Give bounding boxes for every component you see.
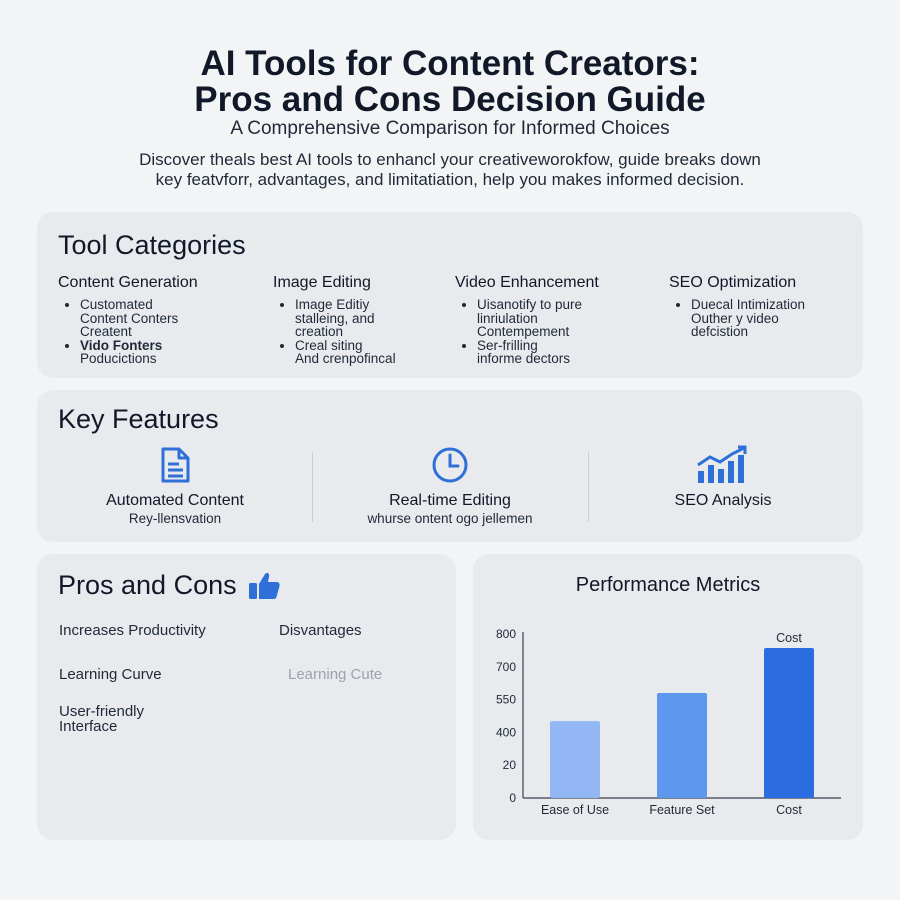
thumbs-up-icon: [247, 571, 281, 601]
category-bullet: • Ser-frilling: [477, 339, 599, 353]
bar-feature-set: [657, 693, 707, 798]
category-bullet: creation: [295, 324, 344, 339]
category-bullet: stalleing, and: [295, 310, 375, 326]
x-tick-label: Cost: [776, 803, 802, 817]
y-tick-label: 400: [495, 725, 516, 740]
pro-item: [59, 704, 144, 734]
category-bullet: • Creal siting: [295, 339, 396, 353]
category-bullet: defcistion: [691, 324, 749, 339]
y-tick-label: 0: [509, 791, 516, 805]
category-bullet: • Duecal Intimization: [691, 298, 805, 312]
chart-title: Performance Metrics: [575, 574, 761, 596]
feature-name: SEO Analysis: [674, 492, 772, 509]
category-bullets: [58, 298, 198, 366]
category-bullet: • Uisanotify to pure: [477, 298, 599, 312]
category-bullets: [669, 298, 805, 339]
feature-seo-analysis: [603, 446, 843, 510]
key-features-panel: [37, 390, 863, 542]
bar-data-label: Cost: [776, 631, 802, 646]
category-column: [455, 274, 599, 366]
category-bullet: • Customated: [80, 298, 198, 312]
category-bullet: informe dectors: [477, 351, 571, 366]
page-subtitle: A Comprehensive Comparison for Informed Choices: [230, 118, 670, 139]
pros-cons-title-text: Pros and Cons: [58, 570, 237, 600]
tool-categories-panel: [37, 212, 863, 378]
category-bullet: Creatent: [80, 324, 132, 339]
key-features-title: Key Features: [58, 404, 219, 434]
pro-item: Increases Productivity: [59, 622, 206, 639]
feature-name: Real-time Editing: [389, 492, 511, 509]
intro-line-2: key featvforr, advantages, and limitatiation, help you makes informed decision.: [155, 170, 745, 189]
feature-name: Automated Content: [106, 492, 244, 509]
page-title-line-2: Pros and Cons Decision Guide: [194, 80, 706, 119]
category-bullet: Contempement: [477, 324, 570, 339]
feature-real-time-editing: [330, 446, 570, 526]
category-column: [669, 274, 805, 339]
category-bullets: [455, 298, 599, 366]
y-tick-label: 700: [495, 659, 516, 674]
category-name: Video Enhancement: [455, 274, 599, 291]
category-bullet: • Image Editiy: [295, 298, 396, 312]
pro-item-line: User-friendly: [59, 703, 145, 720]
tool-categories-title: Tool Categories: [58, 230, 246, 260]
category-name: Content Generation: [58, 274, 198, 291]
category-bullet: Outher y video: [691, 310, 779, 326]
con-item: Learning Cu͏te: [288, 666, 383, 683]
feature-description: whurse ontent ogo jellemen: [367, 511, 533, 526]
category-bullet: Poducictions: [80, 351, 157, 366]
document-icon: [157, 446, 193, 484]
clock-icon: [430, 445, 470, 485]
feature-automated-content: [55, 446, 295, 526]
intro-text: [40, 150, 860, 190]
y-tick-label: 20: [502, 758, 516, 773]
performance-chart: [473, 554, 863, 840]
category-bullet: linriulation: [477, 310, 538, 326]
category-name: Image Editing: [273, 274, 371, 291]
category-bullet: • Vido Fonters: [80, 339, 198, 353]
category-bullets: [273, 298, 396, 366]
bar-cost: [764, 648, 814, 798]
page-title-line-1: AI Tools for Content Creators:: [200, 44, 700, 83]
growth-chart-icon: [694, 445, 752, 485]
y-tick-label: 800: [495, 627, 516, 641]
cons-header: Disvantages: [279, 622, 362, 639]
performance-metrics-panel: [473, 554, 863, 840]
feature-description: Rey-llensvation: [128, 511, 222, 526]
category-column: [273, 274, 396, 366]
y-tick-label: 550: [495, 692, 516, 707]
pros-cons-panel: [37, 554, 456, 840]
category-column: [58, 274, 198, 366]
category-bullet: Content Conters: [80, 310, 179, 326]
pros-cons-title: [58, 570, 281, 601]
x-tick-label: Ease of Use: [540, 803, 610, 817]
feature-divider: [312, 452, 313, 522]
feature-divider: [588, 452, 589, 522]
intro-line-1: Discover theals best AI tools to enhancl your creativeworokfow, guide breaks down: [139, 150, 761, 169]
pro-item-line: Interface: [59, 718, 118, 735]
category-name: SEO Optimization: [669, 274, 797, 291]
pro-item: Learning Curve: [59, 666, 162, 683]
bar-ease-of-use: [550, 721, 600, 798]
category-bullet: And crenpofincal: [295, 351, 396, 366]
x-tick-label: Feature Set: [649, 803, 715, 817]
